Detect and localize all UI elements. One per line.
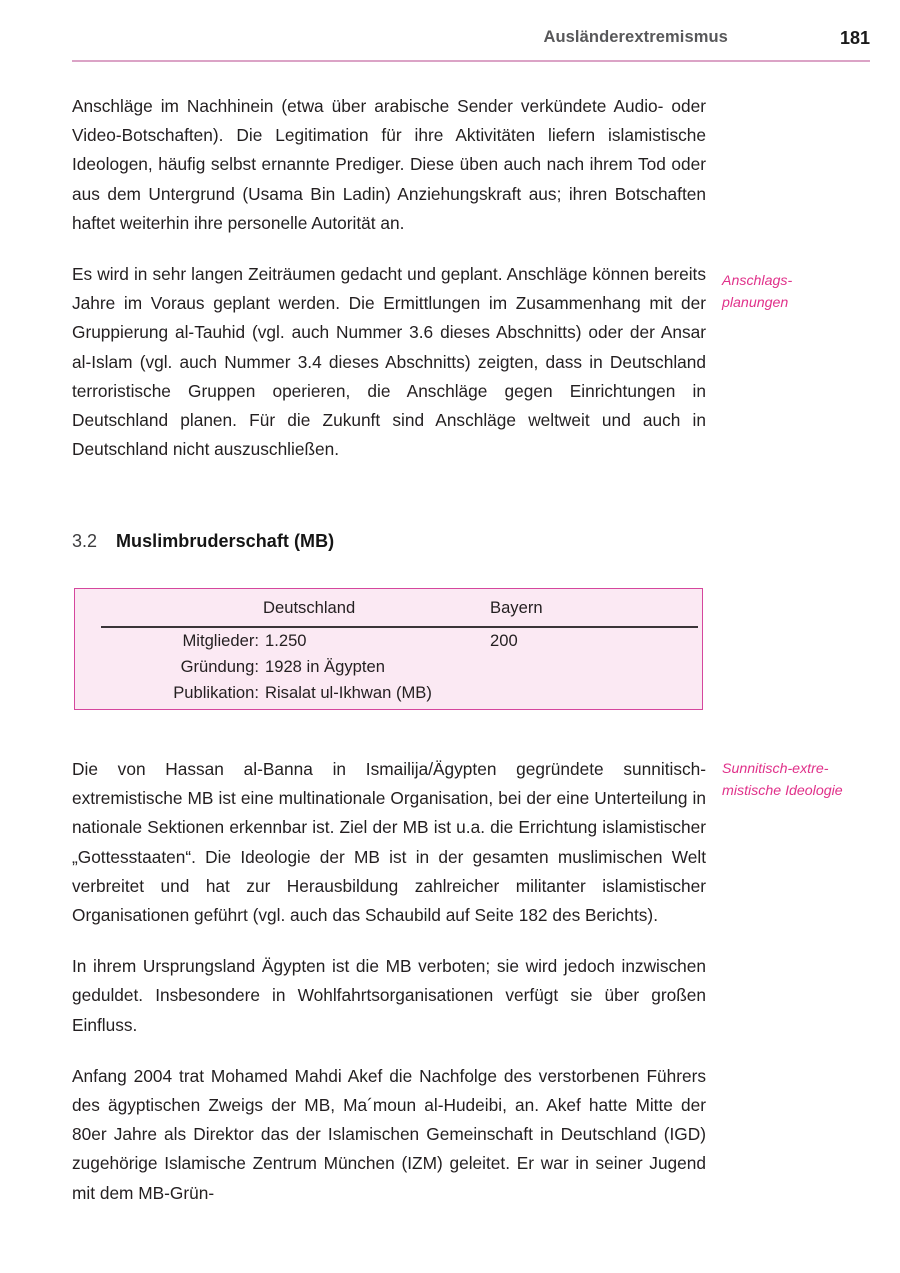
paragraph-3: Die von Hassan al-Banna in Ismailija/Ägypten gegründete sunnitisch-extremistische MB ist eine multinationale Organisation, bei der eine Unterteilung in nationale Sektionen erkennbar ist. Ziel der MB ist u.a. die Errichtung islamistischer „Gottesstaaten“. Die Ideologie der MB ist in der gesamten muslimischen Welt verbreitet und hat zur Herausbildung zahlreicher militanter islamistischer Organisationen geführt (vgl. auch das Schaubild auf Seite 182 des Berichts). xyxy=(72,759,706,926)
column-header-bayern: Bayern xyxy=(490,598,543,617)
margin-note-line-2: planungen xyxy=(722,295,789,311)
page-number: 181 xyxy=(839,28,870,48)
row-label: Publikation: xyxy=(173,683,259,702)
row-value-deutschland: 1.250 xyxy=(265,631,307,650)
table-header-rule xyxy=(101,626,698,628)
row-value-deutschland: 1928 in Ägypten xyxy=(265,657,385,676)
body-content-bottom xyxy=(72,755,706,1208)
body-content-top xyxy=(72,92,706,464)
margin-note-line-1: Sunnitisch-extre- xyxy=(722,761,829,777)
section-number: 3.2 xyxy=(72,531,98,551)
paragraph-4: In ihrem Ursprungsland Ägypten ist die MB verboten; sie wird jedoch inzwischen geduldet. Insbesondere in Wohlfahrtsorganisationen verfügt sie über großen Einfluss. xyxy=(72,956,706,1035)
margin-note-anschlagsplanungen xyxy=(722,270,894,314)
row-label: Mitglieder: xyxy=(182,631,259,650)
page-header-title: Ausländerextremismus xyxy=(543,28,728,46)
table-row xyxy=(75,657,702,683)
organization-info-box xyxy=(74,588,703,710)
row-value-bayern: 200 xyxy=(490,631,518,650)
table-row xyxy=(75,683,702,709)
row-label: Gründung: xyxy=(180,657,259,676)
info-box-content xyxy=(75,589,702,709)
margin-note-line-2: mistische Ideologie xyxy=(722,783,843,799)
paragraph-5: Anfang 2004 trat Mohamed Mahdi Akef die Nachfolge des verstorbenen Führers des ägyptischen Zweigs der MB, Ma´moun al-Hudeibi, an. Akef hatte Mitte der 80er Jahre als Direktor das der Islamischen Gemeinschaft in Deutschland (IGD) zugehörige Islamische Zentrum München (IZM) geleitet. Er war in seiner Jugend mit dem MB-Grün- xyxy=(72,1065,706,1203)
page-header xyxy=(72,28,870,62)
column-header-deutschland: Deutschland xyxy=(263,598,356,617)
section-title: Muslimbruderschaft (MB) xyxy=(116,531,335,551)
row-value-deutschland: Risalat ul-Ikhwan (MB) xyxy=(265,683,432,702)
margin-note-line-1: Anschlags- xyxy=(722,273,793,289)
paragraph-2: Es wird in sehr langen Zeiträumen gedacht und geplant. Anschläge können bereits Jahre im Voraus geplant werden. Die Ermittlungen im Zusammenhang mit der Gruppierung al-Tauhid (vgl. auch Nummer 3.6 dieses Abschnitts) oder der Ansar al-Islam (vgl. auch Nummer 3.4 dieses Abschnitts) zeigten, dass in Deutschland terroristische Gruppen operieren, die Anschläge gegen Einrichtungen in Deutschland planen. Für die Zukunft sind Anschläge weltweit und auch in Deutschland nicht auszuschließen. xyxy=(72,264,706,460)
table-row xyxy=(75,631,702,657)
paragraph-1: Anschläge im Nachhinein (etwa über arabische Sender verkündete Audio- oder Video-Botschaften). Die Legitimation für ihre Aktivitäten liefern islamistische Ideologen, häufig selbst ernannte Prediger. Diese üben auch nach ihrem Tod oder aus dem Untergrund (Usama Bin Ladin) Anziehungskraft aus; ihren Botschaften haftet weiterhin ihre personelle Autorität an. xyxy=(72,96,706,233)
section-heading xyxy=(72,531,334,552)
margin-note-ideologie xyxy=(722,758,894,802)
